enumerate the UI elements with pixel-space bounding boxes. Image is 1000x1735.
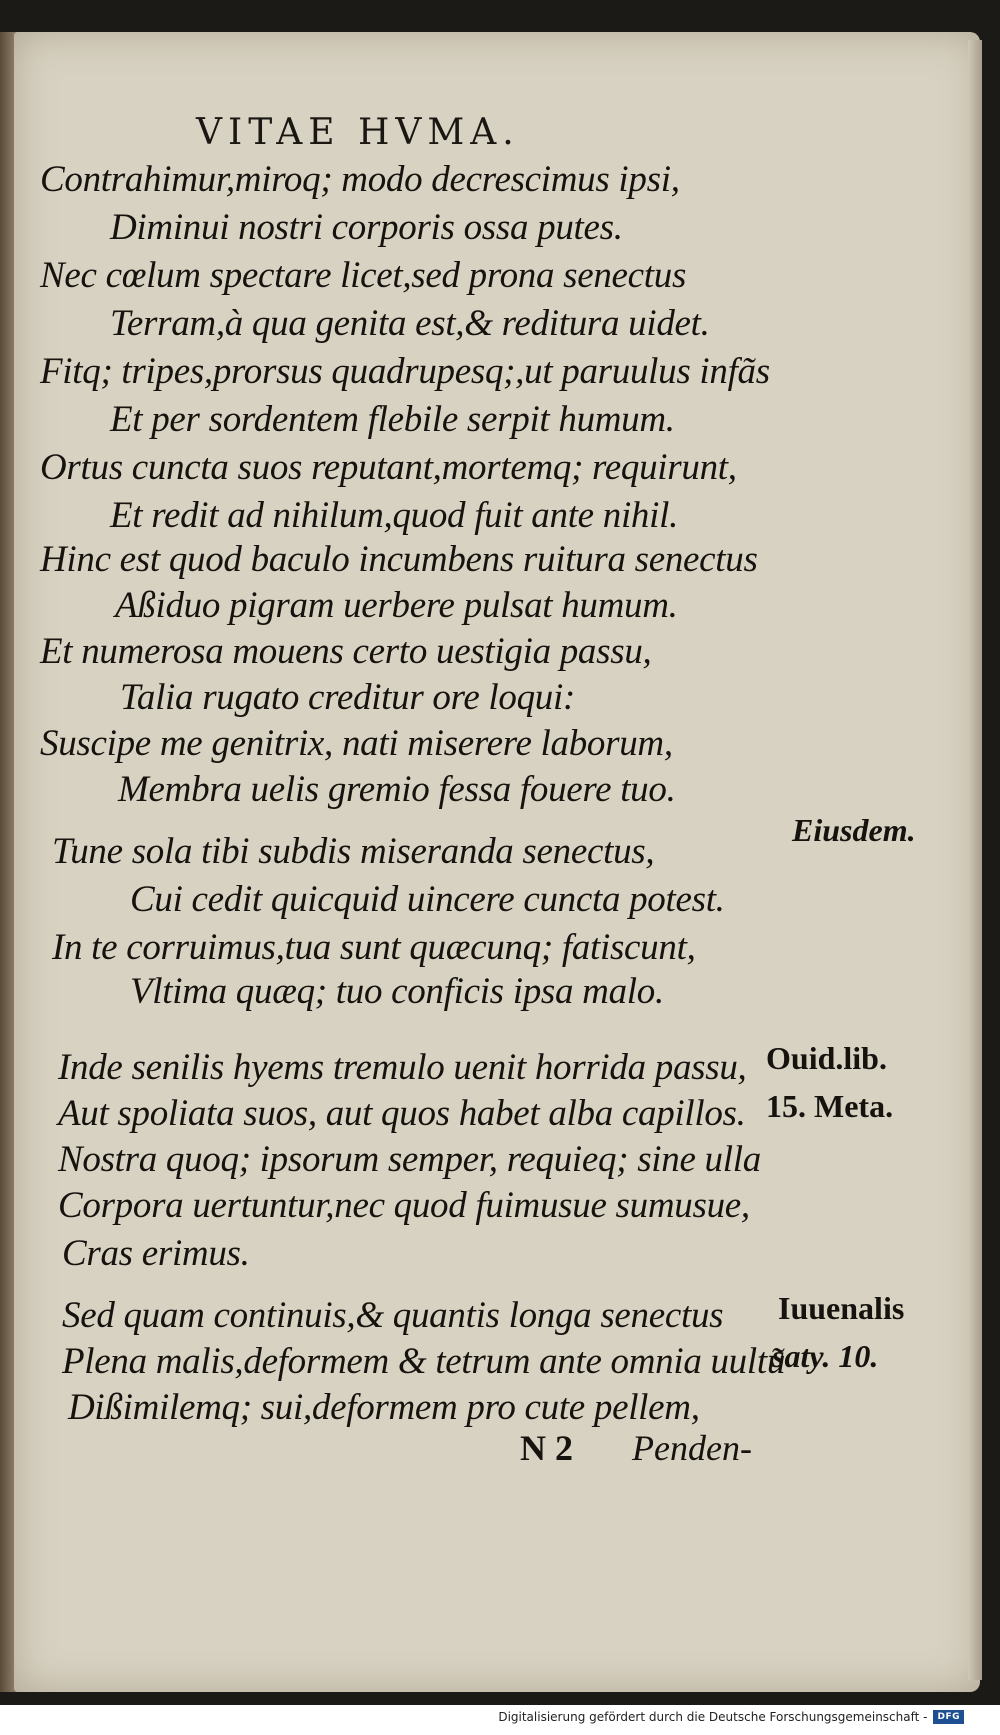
text-line: Et numerosa mouens certo uestigia passu, — [40, 631, 652, 672]
dfg-logo-icon: DFG — [933, 1710, 964, 1724]
margin-note: 15. Meta. — [766, 1088, 894, 1124]
margin-note: saty. 10. — [772, 1338, 879, 1374]
margin-note: Ouid.lib. — [766, 1040, 887, 1076]
text-line: Inde senilis hyems tremulo uenit horrida passu, — [58, 1047, 747, 1088]
page-fore-edge — [968, 40, 982, 1680]
text-line: Fitq; tripes,prorsus quadrupesq;,ut paruulus infãs — [40, 351, 770, 392]
text-line: Corpora uertuntur,nec quod fuimusue sumusue, — [58, 1185, 750, 1226]
text-line: Membra uelis gremio fessa fouere tuo. — [118, 769, 676, 810]
running-head: VITAE HVMA. — [196, 112, 520, 153]
text-line: Contrahimur,miroq; modo decrescimus ipsi, — [40, 159, 680, 200]
text-line: Aut spoliata suos, aut quos habet alba capillos. — [58, 1093, 746, 1134]
text-line: Terram,à qua genita est,& reditura uidet. — [110, 303, 710, 344]
text-line: Dißimilemq; sui,deformem pro cute pellem, — [68, 1387, 700, 1428]
text-line: In te corruimus,tua sunt quæcunq; fatiscunt, — [52, 927, 696, 968]
text-line: Aßiduo pigram uerbere pulsat humum. — [115, 585, 678, 626]
text-line: Talia rugato creditur ore loqui: — [120, 677, 575, 718]
text-line: Tune sola tibi subdis miseranda senectus, — [52, 831, 655, 872]
text-line: Hinc est quod baculo incumbens ruitura senectus — [40, 539, 758, 580]
text-line: Plena malis,deformem & tetrum ante omnia uultũ — [62, 1341, 786, 1382]
text-line: Suscipe me genitrix, nati miserere laborum, — [40, 723, 673, 764]
text-line: Et per sordentem flebile serpit humum. — [110, 399, 675, 440]
text-line: Nec cœlum spectare licet,sed prona senectus — [40, 255, 687, 296]
text-line: Cui cedit quicquid uincere cuncta potest. — [130, 879, 725, 920]
text-line: Diminui nostri corporis ossa putes. — [110, 207, 623, 248]
text-line: Vltima quæq; tuo conficis ipsa malo. — [130, 971, 664, 1012]
text-line: Et redit ad nihilum,quod fuit ante nihil. — [110, 495, 679, 536]
signature-mark: N 2 — [520, 1428, 573, 1468]
credit-text: Digitalisierung gefördert durch die Deutsche Forschungsgemeinschaft - — [498, 1710, 928, 1724]
text-line: Ortus cuncta suos reputant,mortemq; requirunt, — [40, 447, 737, 488]
catchword: Penden- — [632, 1428, 752, 1468]
digitization-credit — [498, 1710, 964, 1724]
text-line: Sed quam continuis,& quantis longa senectus — [62, 1295, 724, 1336]
margin-note: Iuuenalis — [778, 1290, 905, 1326]
text-line: Cras erimus. — [62, 1233, 250, 1274]
margin-note: Eiusdem. — [792, 812, 916, 848]
text-line: Nostra quoq; ipsorum semper, requieq; sine ulla — [58, 1139, 761, 1180]
